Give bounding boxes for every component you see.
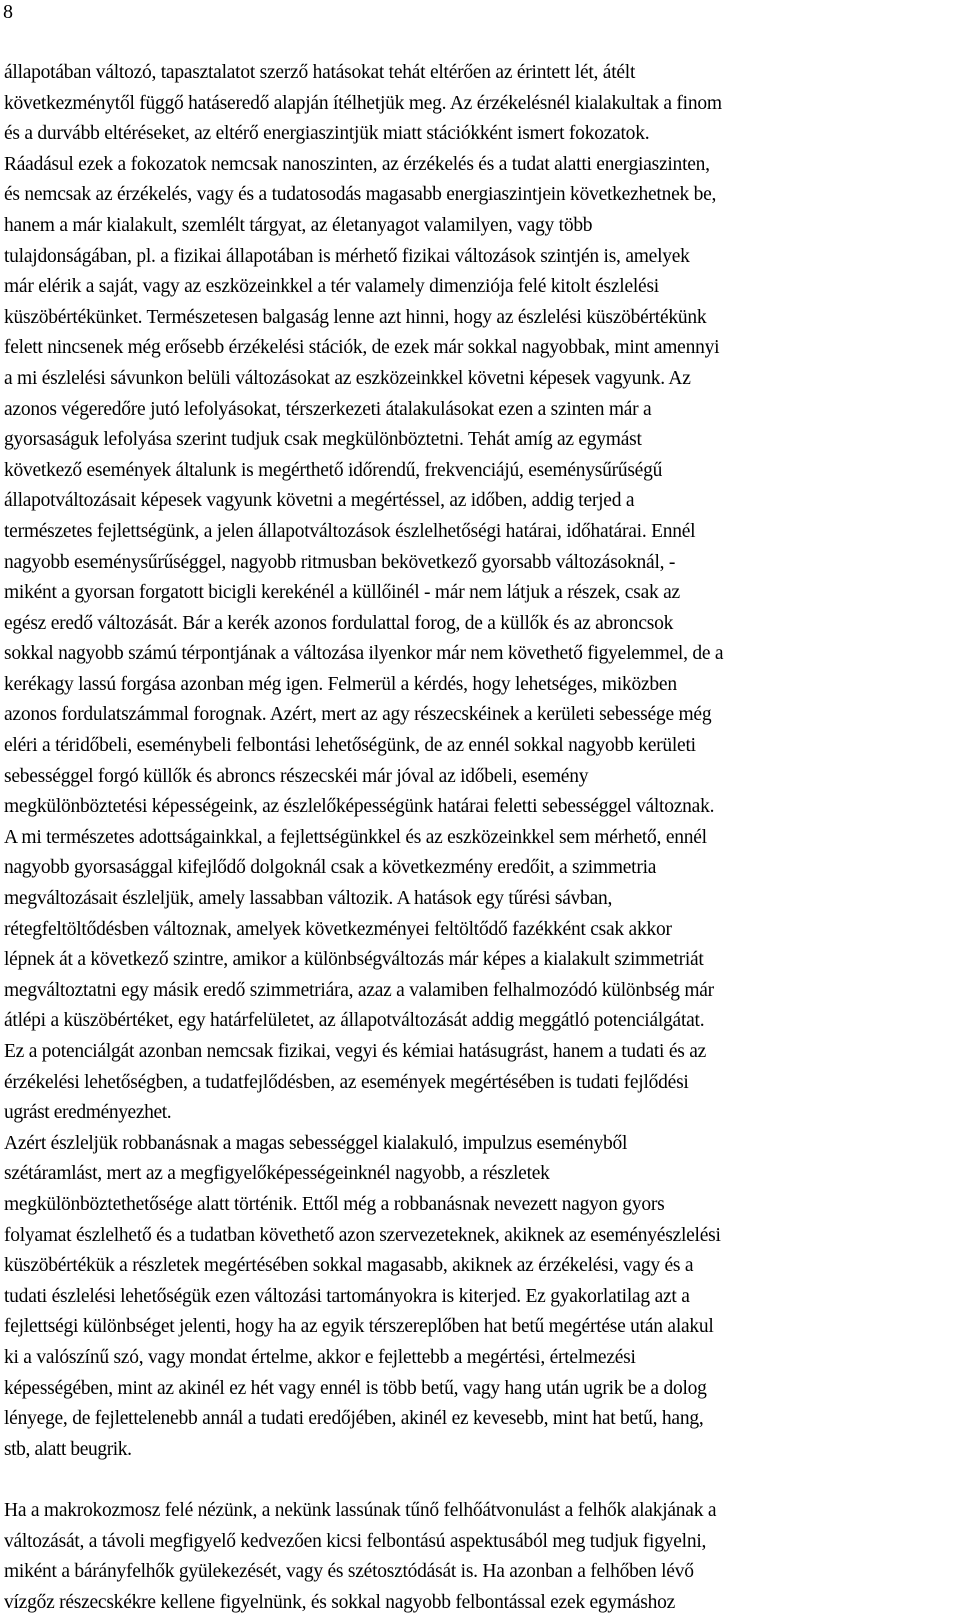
text-line xyxy=(4,1465,960,1496)
text-line: Ha a makrokozmosz felé nézünk, a nekünk lassúnak tűnő felhőátvonulást a felhők alakjának a xyxy=(4,1499,717,1521)
text-line: és nemcsak az érzékelés, vagy és a tudatosodás magasabb energiaszintjein következhetnek be, xyxy=(4,184,717,206)
text-line: sebességgel forgó küllők és abroncs részecskéi már jóval az időbeli, esemény xyxy=(4,765,589,787)
text-line: nagyobb gyorsasággal kifejlődő dolgoknál csak a következmény eredőit, a szimmetria xyxy=(4,857,657,879)
text-line: A mi természetes adottságainkkal, a fejlettségünkkel és az eszközeinkkel sem mérhető, ennél xyxy=(4,826,707,848)
text-line: küszöbértékünket. Természetesen balgaság lenne azt hinni, hogy az észlelési küszöbértékünk xyxy=(4,306,707,328)
text-line: Ráadásul ezek a fokozatok nemcsak nanoszinten, az érzékelés és a tudat alatti energiaszinten, xyxy=(4,153,710,175)
text-line: miként a bárányfelhők gyülekezését, vagy és szétosztódását is. Ha azonban a felhőben lévő xyxy=(4,1561,694,1583)
text-line: hanem a már kialakult, szemlélt tárgyat, az életanyagot valamilyen, vagy több xyxy=(4,214,593,236)
text-line: és a durvább eltéréseket, az eltérő energiaszintjük miatt stációkként ismert fokozatok. xyxy=(4,123,650,145)
text-line: érzékelési lehetőségben, a tudatfejlődésben, az események megértésében is tudati fejlődési xyxy=(4,1071,689,1093)
text-line: állapotváltozásait képesek vagyunk követni a megértéssel, az időben, addig terjed a xyxy=(4,490,635,512)
text-line: következménytől függő hatáseredő alapján ítélhetjük meg. Az érzékelésnél kialakultak a finom xyxy=(4,92,722,114)
text-line: következő események általunk is megérthető időrendű, frekvenciájú, eseménysűrűségű xyxy=(4,459,663,481)
text-line: megkülönböztethetősége alatt történik. Ettől még a robbanásnak nevezett nagyon gyors xyxy=(4,1193,665,1215)
text-line: stb, alatt beugrik. xyxy=(4,1438,132,1460)
text-line: már elérik a saját, vagy az eszközeinkkel a tér valamely dimenziója felé kitolt észlelési xyxy=(4,276,659,298)
text-line: a mi észlelési sávunkon belüli változásokat az eszközeinkkel követni képesek vagyunk. Az xyxy=(4,367,691,389)
text-line: fejlettségi különbséget jelenti, hogy ha az egyik térszereplőben hat betű megértése után alakul xyxy=(4,1316,714,1338)
text-line: tulajdonságában, pl. a fizikai állapotában is mérhető fizikai változások szintjén is, amelyek xyxy=(4,245,690,267)
text-line: küszöbértékük a részletek megértésében sokkal magasabb, akiknek az érzékelési, vagy és a xyxy=(4,1255,694,1277)
text-line: nagyobb eseménysűrűséggel, nagyobb ritmusban bekövetkező gyorsabb változásoknál, - xyxy=(4,551,676,573)
text-line: állapotában változó, tapasztalatot szerző hatásokat tehát eltérően az érintett lét, átélt xyxy=(4,62,636,83)
text-line: egész eredő változását. Bár a kerék azonos fordulattal forog, de a küllők és az abroncsok xyxy=(4,612,674,634)
text-line: vízgőz részecskékre kellene figyelnünk, és sokkal nagyobb felbontással ezek egymáshoz xyxy=(4,1591,675,1613)
text-line: felett nincsenek még erősebb érzékelési stációk, de ezek már sokkal nagyobbak, mint amennyi xyxy=(4,337,720,359)
text-line: eléri a téridőbeli, eseménybeli felbontási lehetőségünk, de az ennél sokkal nagyobb kerületi xyxy=(4,735,696,757)
text-line: megváltoztatni egy másik eredő szimmetriára, azaz a valamiben felhalmozódó különbség már xyxy=(4,979,714,1001)
text-line: Azért észleljük robbanásnak a magas sebességgel kialakuló, impulzus eseményből xyxy=(4,1132,628,1154)
text-line: tudati észlelési lehetőségük ezen változási tartományokra is kiterjed. Ez gyakorlatilag azt a xyxy=(4,1285,690,1307)
text-line: lényege, de fejlettelenebb annál a tudati eredőjében, akinél ez kevesebb, mint hat betű, hang, xyxy=(4,1408,704,1430)
text-line: azonos végeredőre jutó lefolyásokat, térszerkezeti átalakulásokat ezen a szinten már a xyxy=(4,398,652,420)
text-line: ugrást eredményezhet. xyxy=(4,1102,172,1124)
text-line: Ez a potenciálgát azonban nemcsak fizikai, vegyi és kémiai hatásugrást, hanem a tudati és az xyxy=(4,1041,707,1062)
text-line: képességében, mint az akinél ez hét vagy ennél is több betű, vagy hang után ugrik be a dolog xyxy=(4,1377,707,1399)
text-line: folyamat észlelhető és a tudatban követhető azon szervezeteknek, akiknek az eseményészlelési xyxy=(4,1224,721,1246)
text-line: természetes fejlettségünk, a jelen állapotváltozások észlelhetőségi határai, időhatárai. Ennél xyxy=(4,520,696,542)
text-line: változását, a távoli megfigyelő kedvezően kicsi felbontású aspektusából meg tudjuk figyelni, xyxy=(4,1530,707,1552)
body-text xyxy=(4,58,960,1618)
text-line: ki a valószínű szó, vagy mondat értelme, akkor e fejlettebb a megértési, értelmezési xyxy=(4,1346,636,1368)
text-line: azonos fordulatszámmal forognak. Azért, mert az agy részecskéinek a kerületi sebessége még xyxy=(4,704,712,726)
text-line: megváltozásait észleljük, amely lassabban változik. A hatások egy tűrési sávban, xyxy=(4,888,613,910)
text-line: kerékagy lassú forgása azonban még igen. Felmerül a kérdés, hogy lehetséges, miközben xyxy=(4,673,677,695)
text-line: megkülönböztetési képességeink, az észlelőképességünk határai feletti sebességgel változnak. xyxy=(4,796,715,818)
text-line: miként a gyorsan forgatott bicigli kerekénél a küllőinél - már nem látjuk a részek, csak az xyxy=(4,582,680,604)
text-line: rétegfeltöltődésben változnak, amelyek következményei feltöltődő fazékként csak akkor xyxy=(4,918,672,940)
page-number: 8 xyxy=(3,1,13,23)
text-line: szétáramlást, mert az a megfigyelőképességeinknél nagyobb, a részletek xyxy=(4,1163,550,1185)
text-line: lépnek át a következő szintre, amikor a különbségváltozás már képes a kialakult szimmetriát xyxy=(4,949,704,971)
text-line: gyorsaságuk lefolyása szerint tudjuk csak megkülönböztetni. Tehát amíg az egymást xyxy=(4,429,642,451)
text-line: átlépi a küszöbértéket, egy határfelületet, az állapotváltozását addig meggátló potenciálgátat. xyxy=(4,1010,705,1032)
text-line: sokkal nagyobb számú térpontjának a változása ilyenkor már nem követhető figyelemmel, de a xyxy=(4,643,724,665)
